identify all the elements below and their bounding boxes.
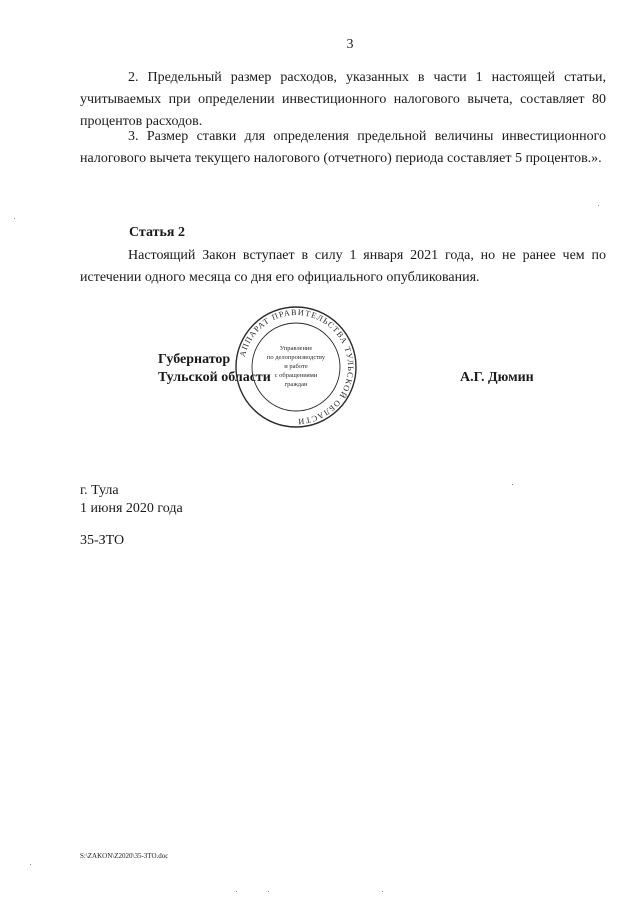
page-number: 3 (346, 37, 354, 52)
signature-title-line-1: Губернатор (158, 352, 231, 367)
scan-speck (512, 484, 513, 485)
scan-speck (382, 891, 383, 892)
official-seal (234, 305, 358, 429)
seal-center-line-3: и работе (284, 363, 308, 370)
signature-title-line-2: Тульской области (158, 370, 271, 385)
paragraph-effective-date: Настоящий Закон вступает в силу 1 января 2021 года, но не ранее чем по истечении одного месяца со дня его официального опубликования. (80, 248, 606, 285)
scan-speck (236, 891, 237, 892)
scan-speck (30, 864, 31, 865)
seal-center-line-5: граждан (284, 381, 308, 388)
seal-ring-text: АППАРАТ ПРАВИТЕЛЬСТВА ТУЛЬСКОЙ ОБЛАСТИ (238, 307, 356, 427)
scan-speck (598, 205, 599, 206)
document-number: 35-ЗТО (80, 533, 125, 548)
scan-speck (14, 218, 15, 219)
paragraph-part-2: 2. Предельный размер расходов, указанных в части 1 настоящей статьи, учитываемых при определении инвестиционного налогового вычета, составляет 80 процентов расходов. (80, 70, 606, 129)
place-of-signing: г. Тула (80, 483, 119, 498)
seal-center-line-2: по делопроизводству (266, 354, 326, 361)
paragraph-part-3: 3. Размер ставки для определения предельной величины инвестиционного налогового вычета текущего налогового (отчетного) периода составляет 5 процентов.». (80, 129, 606, 166)
signatory-name: А.Г. Дюмин (460, 370, 534, 385)
file-path: S:\ZAKON\Z2020\35-ЗТО.doc (80, 852, 169, 860)
scan-speck (268, 891, 269, 892)
seal-center-line-4: с обращениями (274, 372, 318, 379)
seal-center-line-1: Управление (279, 345, 313, 352)
article-heading: Статья 2 (129, 225, 185, 240)
date-of-signing: 1 июня 2020 года (80, 501, 183, 516)
